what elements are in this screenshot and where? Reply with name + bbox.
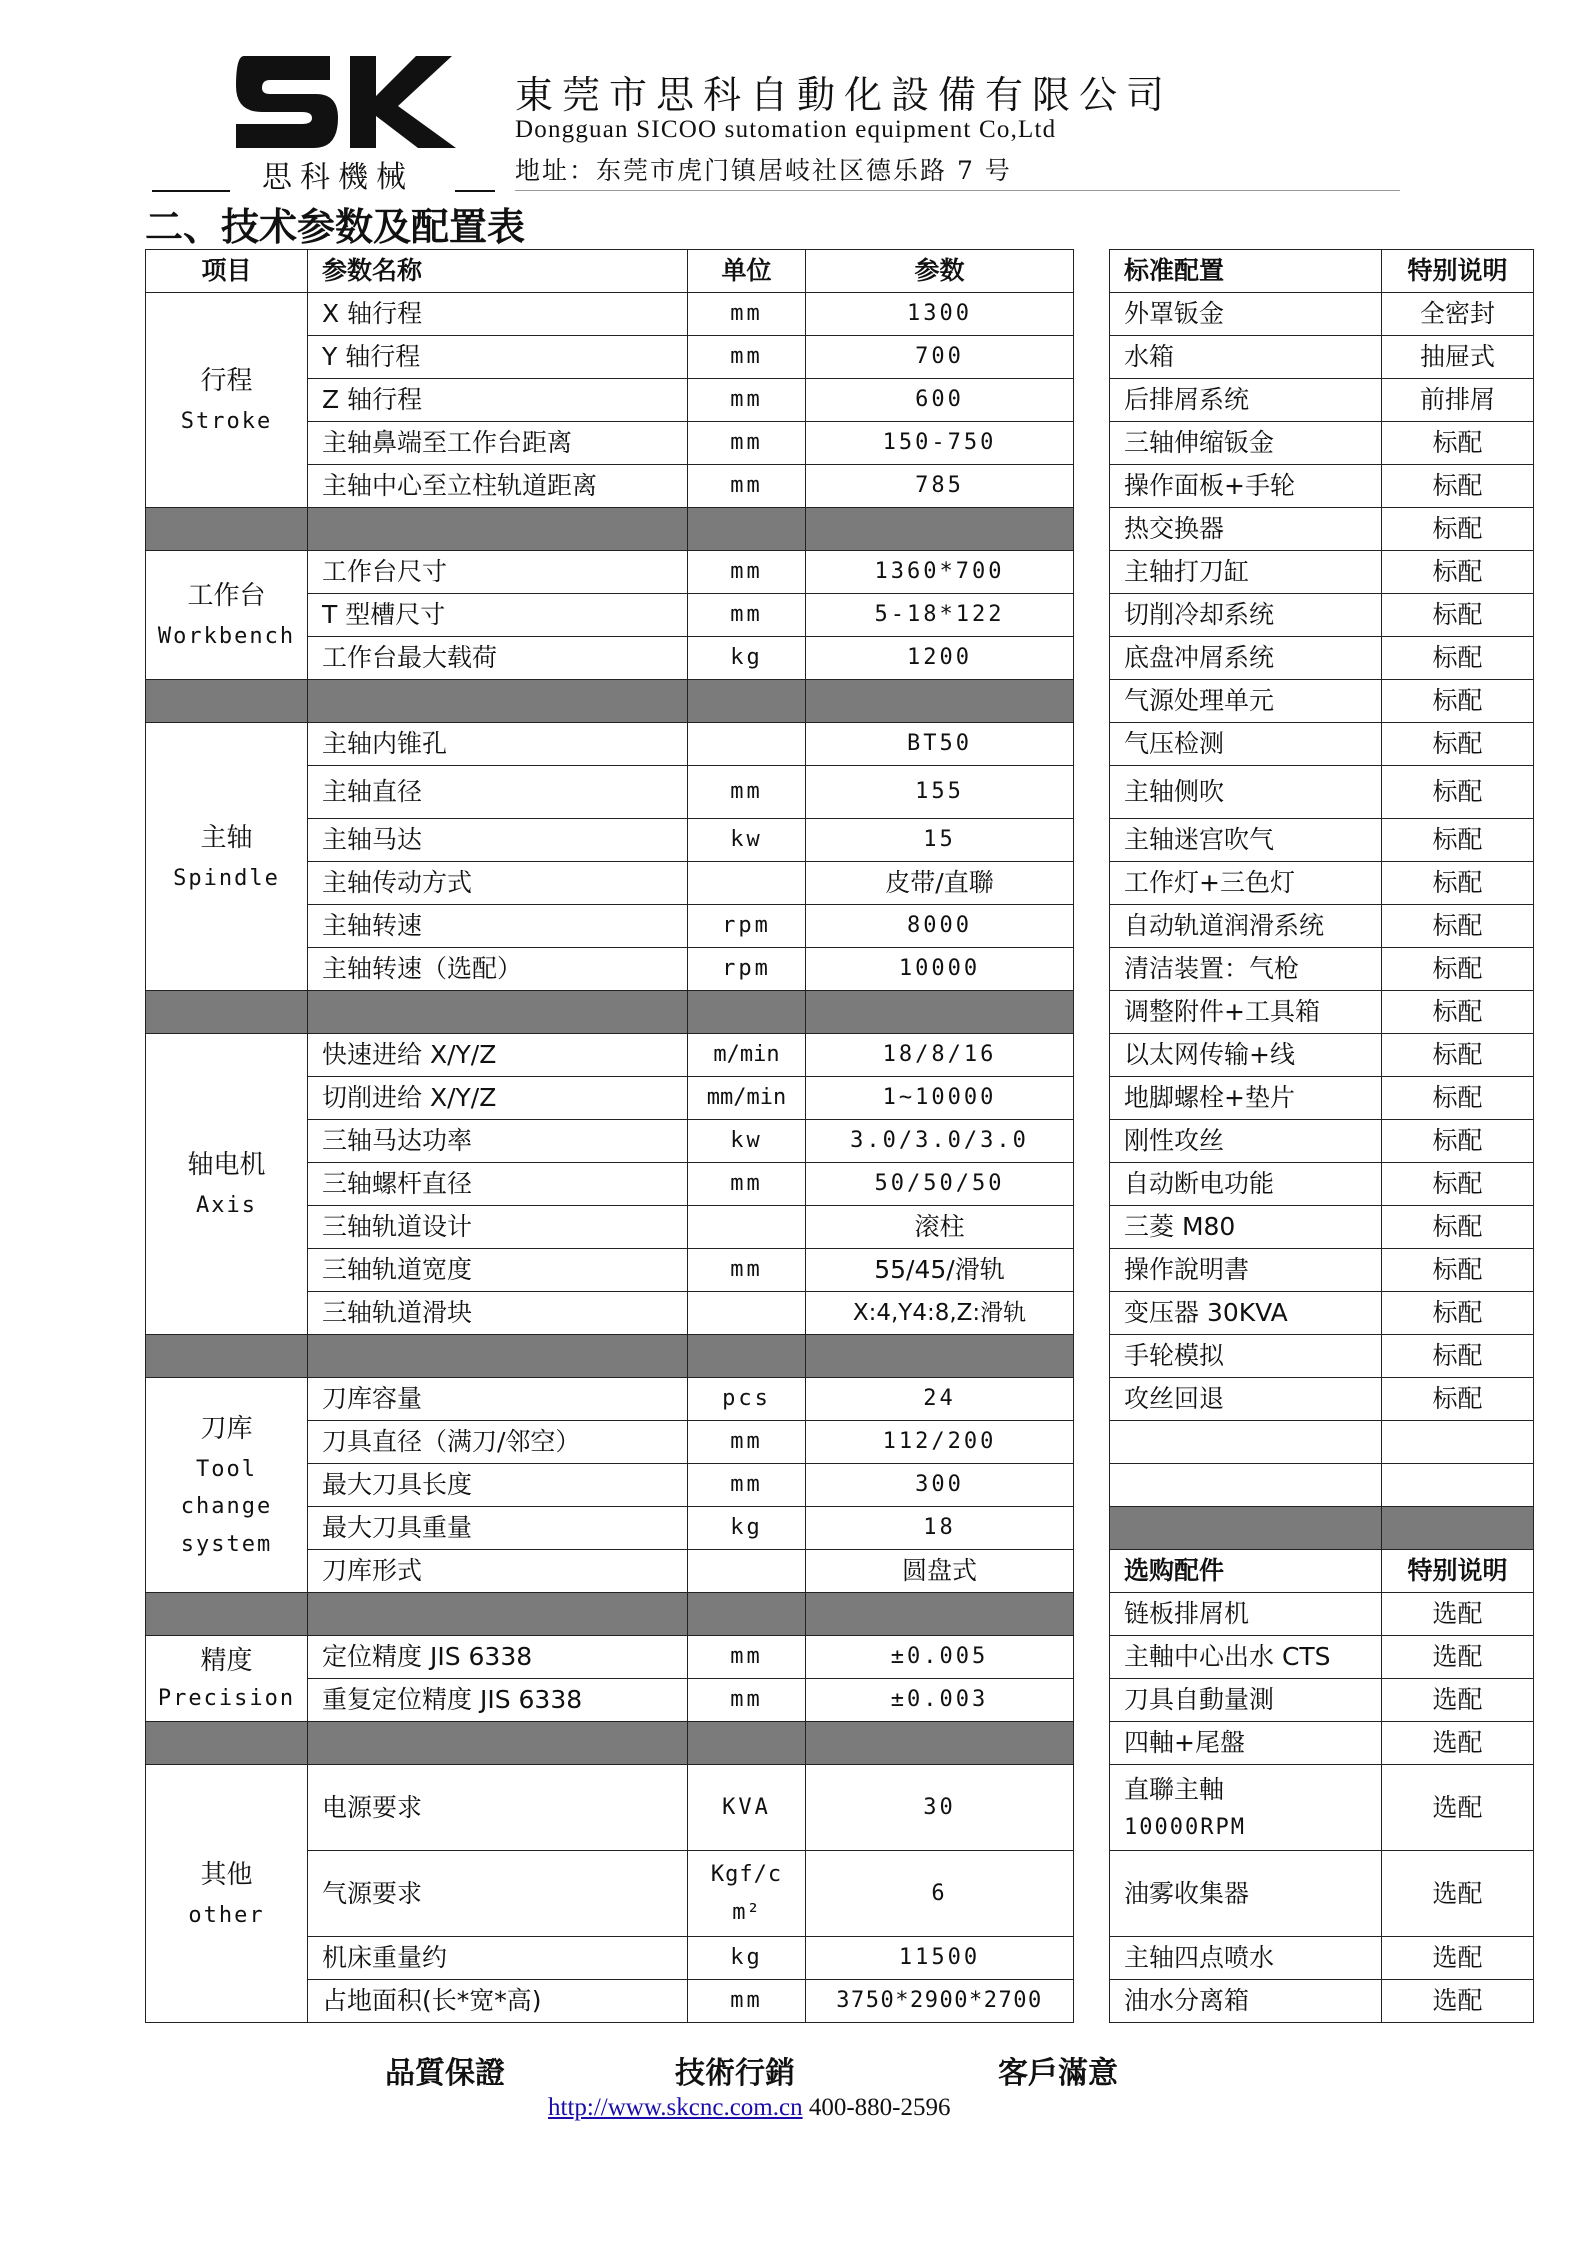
param-value: 30 [806,1765,1074,1851]
config-item: 变压器 30KVA [1110,1292,1382,1335]
optional-note: 选配 [1382,1679,1534,1722]
param-value: 皮带/直聯 [806,862,1074,905]
config-note: 标配 [1382,1077,1534,1120]
param-value: 15 [806,819,1074,862]
group-axis: 轴电机 Axis [146,1034,308,1335]
param-value: 6 [806,1851,1074,1937]
config-row [1110,1249,1534,1292]
header-special-note: 特别说明 [1382,250,1534,293]
param-name: 最大刀具重量 [308,1507,688,1550]
config-item: 自动断电功能 [1110,1163,1382,1206]
config-table [1109,249,1534,2023]
website-link[interactable]: http://www.skcnc.com.cn [548,2094,803,2121]
param-unit [688,862,806,905]
config-note: 标配 [1382,948,1534,991]
table-row [146,1378,1074,1421]
header-divider [515,190,1400,191]
config-row [1110,680,1534,723]
config-row [1110,508,1534,551]
param-unit: mm [688,465,806,508]
param-name: 三轴轨道滑块 [308,1292,688,1335]
param-name: 占地面积(长*宽*高) [308,1980,688,2023]
param-value: 55/45/滑轨 [806,1249,1074,1292]
param-value: 18/8/16 [806,1034,1074,1077]
config-item: 操作說明書 [1110,1249,1382,1292]
param-value: 3.0/3.0/3.0 [806,1120,1074,1163]
param-name: 三轴螺杆直径 [308,1163,688,1206]
config-row [1110,594,1534,637]
param-unit: mm [688,379,806,422]
param-name: 定位精度 JIS 6338 [308,1636,688,1679]
config-row [1110,1163,1534,1206]
param-value: 112/200 [806,1421,1074,1464]
group-other: 其他 other [146,1765,308,2023]
group-tool-change: 刀库 Tool change system [146,1378,308,1593]
param-unit: kg [688,1937,806,1980]
config-row [1110,1034,1534,1077]
optional-note: 选配 [1382,1851,1534,1937]
param-value: 11500 [806,1937,1074,1980]
optional-item: 直聯主軸 10000RPM [1110,1765,1382,1851]
param-name: Y 轴行程 [308,336,688,379]
param-value: 300 [806,1464,1074,1507]
config-row [1110,1378,1534,1421]
param-unit: mm [688,551,806,594]
slogan-quality: 品質保證 [385,2056,505,2091]
config-item: 切削冷却系统 [1110,594,1382,637]
param-unit: mm [688,1163,806,1206]
config-row [1110,1120,1534,1163]
config-item: 主轴侧吹 [1110,766,1382,819]
logo-underline-right [455,190,495,192]
optional-item: 油水分离箱 [1110,1980,1382,2023]
config-row [1110,1335,1534,1378]
param-value: 滚柱 [806,1206,1074,1249]
phone-number: 400-880-2596 [808,2094,951,2121]
param-value: 5-18*122 [806,594,1074,637]
header-param: 参数 [806,250,1074,293]
param-unit: rpm [688,948,806,991]
param-unit [688,1206,806,1249]
optional-row [1110,1679,1534,1722]
config-note: 标配 [1382,1335,1534,1378]
param-unit [688,723,806,766]
optional-item: 主軸中心出水 CTS [1110,1636,1382,1679]
config-note: 标配 [1382,1120,1534,1163]
group-stroke: 行程 Stroke [146,293,308,508]
param-unit: mm [688,336,806,379]
config-note: 标配 [1382,1034,1534,1077]
config-empty-row [1110,1464,1534,1507]
separator-row [146,1593,1074,1636]
param-name: 切削进给 X/Y/Z [308,1077,688,1120]
param-value: 155 [806,766,1074,819]
table-row [146,293,1074,336]
config-row [1110,905,1534,948]
optional-note: 选配 [1382,1593,1534,1636]
config-row [1110,551,1534,594]
slogan-technology: 技術行銷 [675,2056,795,2091]
config-note: 抽屉式 [1382,336,1534,379]
param-unit: m/min [688,1034,806,1077]
optional-row [1110,1937,1534,1980]
optional-note: 选配 [1382,1722,1534,1765]
config-item: 刚性攻丝 [1110,1120,1382,1163]
param-name: 主轴转速（选配） [308,948,688,991]
param-value: 1~10000 [806,1077,1074,1120]
param-name: 主轴马达 [308,819,688,862]
config-note: 标配 [1382,551,1534,594]
optional-row [1110,1980,1534,2023]
param-value: ±0.003 [806,1679,1074,1722]
config-row [1110,1292,1534,1335]
optional-row [1110,1722,1534,1765]
separator-row [146,1722,1074,1765]
param-name: 三轴马达功率 [308,1120,688,1163]
table-row [146,1034,1074,1077]
company-address: 地址：东莞市虎门镇居岐社区德乐路 7 号 [515,156,1012,185]
param-value: ±0.005 [806,1636,1074,1679]
param-unit: kg [688,637,806,680]
param-value: 1360*700 [806,551,1074,594]
separator-row [146,1335,1074,1378]
optional-header-row [1110,1550,1534,1593]
param-name: Z 轴行程 [308,379,688,422]
param-name: 机床重量约 [308,1937,688,1980]
param-unit: mm [688,766,806,819]
param-unit: kg [688,1507,806,1550]
group-spindle: 主轴 Spindle [146,723,308,991]
config-item: 攻丝回退 [1110,1378,1382,1421]
param-unit: mm [688,422,806,465]
param-name: T 型槽尺寸 [308,594,688,637]
param-value: 18 [806,1507,1074,1550]
param-name: 刀库形式 [308,1550,688,1593]
table-row [146,551,1074,594]
header-special-note: 特别说明 [1382,1550,1534,1593]
param-value: 785 [806,465,1074,508]
param-value: 150-750 [806,422,1074,465]
config-note: 前排屑 [1382,379,1534,422]
optional-row [1110,1593,1534,1636]
config-note: 标配 [1382,1378,1534,1421]
param-unit: rpm [688,905,806,948]
config-note: 标配 [1382,905,1534,948]
config-row [1110,422,1534,465]
param-unit: mm [688,1679,806,1722]
config-note: 标配 [1382,465,1534,508]
config-item: 自动轨道润滑系统 [1110,905,1382,948]
company-name-en: Dongguan SICOO sutomation equipment Co,Ltd [515,116,1057,143]
company-name-cn: 東莞市思科自動化設備有限公司 [515,73,1174,117]
optional-note: 选配 [1382,1636,1534,1679]
config-item: 底盘冲屑系统 [1110,637,1382,680]
config-item: 气源处理单元 [1110,680,1382,723]
param-name: 刀具直径（满刀/邻空） [308,1421,688,1464]
logo-letter-k [350,56,456,148]
header-optional-parts: 选购配件 [1110,1550,1382,1593]
config-row [1110,1206,1534,1249]
config-item: 手轮模拟 [1110,1335,1382,1378]
param-value: 1200 [806,637,1074,680]
param-name: 最大刀具长度 [308,1464,688,1507]
config-note: 标配 [1382,422,1534,465]
table-row [146,723,1074,766]
config-note: 标配 [1382,1163,1534,1206]
config-note: 全密封 [1382,293,1534,336]
config-row [1110,948,1534,991]
config-row [1110,1077,1534,1120]
param-value: 8000 [806,905,1074,948]
param-value: 24 [806,1378,1074,1421]
param-unit: mm [688,594,806,637]
group-workbench: 工作台 Workbench [146,551,308,680]
config-item: 热交换器 [1110,508,1382,551]
config-note: 标配 [1382,766,1534,819]
param-unit: mm [688,293,806,336]
param-unit: mm [688,1249,806,1292]
param-name: X 轴行程 [308,293,688,336]
group-precision: 精度 Precision [146,1636,308,1722]
param-name: 电源要求 [308,1765,688,1851]
config-row [1110,819,1534,862]
header-item: 项目 [146,250,308,293]
param-value: 10000 [806,948,1074,991]
param-name: 重复定位精度 JIS 6338 [308,1679,688,1722]
separator-row [146,680,1074,723]
config-item: 三菱 M80 [1110,1206,1382,1249]
config-row [1110,862,1534,905]
param-value: 圆盘式 [806,1550,1074,1593]
config-item: 清洁装置：气枪 [1110,948,1382,991]
config-item: 后排屑系统 [1110,379,1382,422]
param-name: 主轴直径 [308,766,688,819]
slogan-satisfaction: 客戶滿意 [998,2056,1118,2091]
table-row [146,1636,1074,1679]
param-name: 三轴轨道设计 [308,1206,688,1249]
param-name: 工作台最大载荷 [308,637,688,680]
logo-underline-left [152,190,230,192]
param-name: 主轴转速 [308,905,688,948]
param-name: 主轴中心至立柱轨道距离 [308,465,688,508]
config-row [1110,293,1534,336]
param-value: BT50 [806,723,1074,766]
param-value: 700 [806,336,1074,379]
config-row [1110,379,1534,422]
config-item: 主轴打刀缸 [1110,551,1382,594]
optional-note: 选配 [1382,1980,1534,2023]
param-name: 主轴鼻端至工作台距离 [308,422,688,465]
config-row [1110,465,1534,508]
config-note: 标配 [1382,680,1534,723]
optional-item: 刀具自動量測 [1110,1679,1382,1722]
optional-item: 主轴四点喷水 [1110,1937,1382,1980]
config-note: 标配 [1382,723,1534,766]
config-row [1110,723,1534,766]
config-row [1110,766,1534,819]
optional-row [1110,1765,1534,1851]
config-item: 外罩钣金 [1110,293,1382,336]
config-empty-row [1110,1421,1534,1464]
config-note: 标配 [1382,594,1534,637]
separator-row [1110,1507,1534,1550]
logo-letter-s [236,56,338,148]
param-unit: mm/min [688,1077,806,1120]
config-item: 操作面板+手轮 [1110,465,1382,508]
param-value: 50/50/50 [806,1163,1074,1206]
param-name: 气源要求 [308,1851,688,1937]
config-item: 气压检测 [1110,723,1382,766]
config-item: 调整附件+工具箱 [1110,991,1382,1034]
config-item: 水箱 [1110,336,1382,379]
optional-note: 选配 [1382,1765,1534,1851]
config-item: 工作灯+三色灯 [1110,862,1382,905]
param-value: 1300 [806,293,1074,336]
separator-row [146,508,1074,551]
table-row [146,1765,1074,1851]
config-row [1110,991,1534,1034]
param-name: 主轴传动方式 [308,862,688,905]
spec-table-header-row [146,250,1074,293]
config-note: 标配 [1382,508,1534,551]
param-value: X:4,Y4:8,Z:滑轨 [806,1292,1074,1335]
param-unit [688,1550,806,1593]
param-name: 三轴轨道宽度 [308,1249,688,1292]
param-value: 3750*2900*2700 [806,1980,1074,2023]
param-unit [688,1292,806,1335]
config-row [1110,637,1534,680]
config-item: 三轴伸缩钣金 [1110,422,1382,465]
company-logo [230,48,460,156]
optional-item: 四軸+尾盤 [1110,1722,1382,1765]
param-unit: kw [688,1120,806,1163]
spec-table [145,249,1074,2023]
param-value: 600 [806,379,1074,422]
param-unit: mm [688,1464,806,1507]
section-title: 二、技术参数及配置表 [145,205,526,249]
param-unit: mm [688,1636,806,1679]
optional-row [1110,1851,1534,1937]
header-param-name: 参数名称 [308,250,688,293]
config-item: 以太网传输+线 [1110,1034,1382,1077]
param-name: 工作台尺寸 [308,551,688,594]
param-unit: KVA [688,1765,806,1851]
optional-note: 选配 [1382,1937,1534,1980]
header-unit: 单位 [688,250,806,293]
footer-contact [548,2094,950,2122]
config-note: 标配 [1382,1206,1534,1249]
separator-row [146,991,1074,1034]
param-name: 刀库容量 [308,1378,688,1421]
config-item: 主轴迷宫吹气 [1110,819,1382,862]
config-header-row [1110,250,1534,293]
config-note: 标配 [1382,1292,1534,1335]
config-note: 标配 [1382,1249,1534,1292]
optional-item: 链板排屑机 [1110,1593,1382,1636]
config-row [1110,336,1534,379]
config-item: 地脚螺栓+垫片 [1110,1077,1382,1120]
param-unit: pcs [688,1378,806,1421]
optional-row [1110,1636,1534,1679]
param-unit: Kgf/c m² [688,1851,806,1937]
config-note: 标配 [1382,862,1534,905]
param-unit: mm [688,1421,806,1464]
config-note: 标配 [1382,637,1534,680]
config-note: 标配 [1382,991,1534,1034]
header-standard-config: 标准配置 [1110,250,1382,293]
param-name: 主轴内锥孔 [308,723,688,766]
param-unit: mm [688,1980,806,2023]
config-note: 标配 [1382,819,1534,862]
optional-item: 油雾收集器 [1110,1851,1382,1937]
param-unit: kw [688,819,806,862]
param-name: 快速进给 X/Y/Z [308,1034,688,1077]
logo-subtitle: 思科機械 [262,160,414,195]
